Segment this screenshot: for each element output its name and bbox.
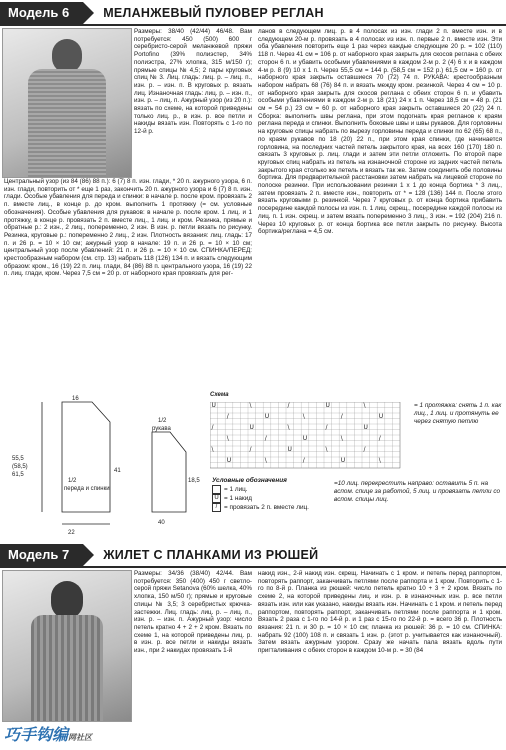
chart-symbol: \ xyxy=(363,402,366,409)
chart-symbol: \ xyxy=(264,457,267,464)
chart-symbol: U xyxy=(302,435,308,442)
chart-symbol: U xyxy=(249,424,254,431)
chart-symbol: U xyxy=(211,402,216,409)
chart-symbol: \ xyxy=(340,435,343,442)
chart-symbol: / xyxy=(325,424,328,431)
chart-symbol: / xyxy=(378,435,381,442)
dim-bottom: 22 xyxy=(68,530,75,536)
chart-symbol: U xyxy=(264,413,270,420)
model6-tag: Модель 6 xyxy=(0,2,83,24)
model6-photo xyxy=(2,28,132,178)
model7-photo xyxy=(2,570,132,722)
dim-top: 16 xyxy=(72,396,79,402)
legend-bottom: =10 лиц. перекрестить направо: оставить 5 п. на вспом. спице за работой, 5 лиц. и провязать петли со вспом. спицы лиц. xyxy=(334,480,501,503)
model7-materials-text: Размеры: 34/36 (38/40) 42/44. Вам потребуется: 350 (400) 450 г светло-серой пряжи Setanova (60% шелка, 40% хлопка, 150 м/50 г); прямые и круговые спицы № 3,5; 3 серебристых крючка-застежки. Лиц. гладь: лиц. р. – лиц. п., изн. р. – изн. п. Ажурный узор: число петель кратно 4 + 2 + 2 кром. Вязать по схеме 1, на которой приведены лиц. р. в изн. р. все петли и накиды вязать изн., при 2 накидах провязать 1-й xyxy=(134,570,252,655)
site-logo xyxy=(4,722,92,745)
label-front-back: переда и спинки xyxy=(64,486,110,492)
chart-symbol: / xyxy=(287,402,290,409)
legend-title: Условные обозначения xyxy=(212,477,287,484)
model6-assembly-text: ланов в следующем лиц. р. в 4 полосах из изн. глади 2 п. вместе изн. и в следующем 20-м р. провязать в 4 полосах из изн. п. первые 2 п. вместе изн. Эти оба убавления повторить еще 1 раз через каждые следующие 20 р. = 102 (110) 118 п. Через 41 см = 106 р. от наборного края закрыть для скосов реглана с обеих сторон 6 п. и убавить особыми убавлениями в каждом 2-м р. 2 (4) 6 х и в каждом 4-м р. 8 (9) 10 х 1 п. Через 55,5 см = 144 р. (58,5 см = 152 р.) 61,5 см = 160 р. от наборного края закрыть оставшиеся 70 (72) 74 п. РУКАВА: крестообразным набором набрать 68 (76) 84 п. и вязать между кром. резинкой. Через 4 см = 10 р. от наборного края закрыть для скосов реглана с обеих сторон 6 п. и убавить особыми убавлениями в каждом 2-м р. 18 (21) 24 х 1 п. Через 18,5 см = 48 р. (21 см = 54 р.) 23 см = 60 р. от наборного края закрыть оставшиеся 20 (22) 24 п. Сборка: выполнить швы реглана, при этом подогнать края регланов к краям реглана переда и спинки. Выполнить боковые швы и швы рукавов. Для горловины на круговые спицы набрать по вырезу горловины переда и спинки по 62 (65) 68 п., по краям рукавов по 18 (20) 22 п., при этом края спинки, где начинается горловина, на последних частей петель закрытого края, на всех 160 (170) 180 п. связать 3 круговых р. лиц. глади и затем эти петли отложить. По второй паре круговых спиц набрать из петель на изнаночной стороне из задних частей петель закрытого края столько же петель и вязать так же. Затем соединить обе половины бортика. Для предварительной расстановки затем набрать на лицевой стороне по полоске резинки. При использовании резинки 1 х 1 до конца бортика * 3 лиц., затем провязать 2 п. вместе изн., повторить от * = 128 (136) 144 п. После этого вязать круговыми р. резинкой. Через 7 круговых р. от конца бортика прибавить посередине каждой полосы из изн. п. 1 лиц. скрещ., посередине каждой полосы из лиц. п. 1 изн. скрещ. и затем вязать попеременно 3 лиц., 3 изн. = 192 (204) 216 п. Через 10 круговых р. от конца бортика все петли закрыть по рисунку. Высота бортика/реглана = 4,5 см. xyxy=(258,28,502,236)
chart-symbol: \ xyxy=(249,402,252,409)
dim-41: 41 xyxy=(114,468,121,474)
chart-symbol: / xyxy=(363,446,366,453)
model7-title: ЖИЛЕТ С ПЛАНКАМИ ИЗ РЮШЕЙ xyxy=(103,548,319,562)
chart-symbol: U xyxy=(287,446,292,453)
chart-symbol: / xyxy=(226,413,229,420)
chart-symbol: / xyxy=(249,446,252,453)
chart-symbol: / xyxy=(264,435,267,442)
chart-symbol: U xyxy=(226,457,232,464)
chart-symbol: \ xyxy=(287,424,290,431)
dim-sleeve-bottom: 40 xyxy=(158,520,165,526)
label-half-sleeve: 1/2 xyxy=(158,418,167,424)
model6-instructions-text: Центральный узор (из 84 (86) 88 п.): 6 (7) 8 п. изн. глади, * 20 п. ажурного узора, 6 п. изн. глади, повторить от * еще 1 раз, закончить 20 п. ажурного узора и 6 (7) 8 п. изн. глади. Особые убавления для переда и спинки: в начале р. после кром. провязать 2 п. вместе лиц., в конце р. до кром. выполнить 1 протяжку (= см. условные обозначения). Особые убавления для рукавов: в начале р. после кром. 1 лиц. и 1 протяжку, в конце р. провязать 2 п. вместе лиц., 1 лиц. и кром. Резинка, прямые и обратные р.: 2 изн., 2 лиц., попеременно, 2 изн. В изн. р. петли вязать по рисунку. Резинка, круговые р.: попеременно 2 лиц., 2 изн. Плотность вязания: лиц. гладь: 17 п. и 26 р. = 10 × 10 см; ажурный узор в начале: 19 п. и 26 р. = 10 × 10 см; центральный узор после убавлений: 21 п. и 26 р. = 10 × 10 см. СПИНКА/ПЕРЕД: крестообразным набором (см. стр. 13) набрать 118 (126) 134 п. и вязать следующим образом: кром., 16 (19) 22 п. лиц. глади, 84 (86) 88 п. центрального узора, 16 (19) 22 п. лиц. глади, кром. Через 7,5 см = 20 р. от наборного края провязать для рег- xyxy=(4,178,252,278)
chart-symbol: \ xyxy=(378,457,381,464)
schema-label: Схема xyxy=(210,392,229,398)
model7-instructions-text: накид изн., 2-й накид изн. скрещ. Начинать с 1 кром. и петель перед раппортом, повторять раппорт, заканчивать петлями после раппорта и 1 кром. Повторить с 1-го по 8-й р. Планка из рюшей: число петель кратно 10 + 3 + 2 кром. Вязать по схеме 2, на которой приведены лиц. и изн. р. в изнаночных изн. р. все петли вязать изн. или как указано, накиды вязать изн. Начинать с 1 кром. и петель перед раппортом, повторять раппорт, заканчивать петлями после раппорта и 1 кром. Вязать 2 раза с 1-го по 14-й р. и 1 раз с 15-го по 22-й р. = всего 36 р. Плотность вязания: 21 п. и 30 р. = 10 × 10 см; планка из рюшей: 36 р. = 10 см. СПИНКА: набрать 92 (100) 108 п. и связать 1 изн. р. (этот р. учитывается как изнаночный). Затем вязать ажурным узором. Сразу же начать пала вязать вдоль пути пригталивания с обеих сторон в каждом 10-м р. = 30 (84 xyxy=(258,570,502,655)
stitch-chart xyxy=(210,402,410,472)
chart-symbol: / xyxy=(302,457,305,464)
chart-symbol: U xyxy=(363,424,368,431)
chart-symbol: U xyxy=(325,402,330,409)
label-half: 1/2 xyxy=(68,478,77,484)
label-sleeve: рукава xyxy=(152,426,171,432)
chart-symbol: \ xyxy=(211,446,214,453)
chart-symbol: \ xyxy=(226,435,229,442)
garment-schematic xyxy=(2,392,207,542)
dim-sleeve: 18,5 xyxy=(188,478,200,484)
legend-knit: = 1 лиц. xyxy=(212,485,332,494)
chart-symbol: \ xyxy=(302,413,305,420)
model6-title: МЕЛАНЖЕВЫЙ ПУЛОВЕР РЕГЛАН xyxy=(103,6,324,20)
model6-materials-text: Размеры: 38/40 (42/44) 46/48. Вам потребуется: 450 (500) 600 г серебристо-серой меланжевой пряжи Portofino (39% полиэстер, 34% полиэстра, 27% хлопка, 315 м/150 г); прямые спицы № 4,5; 2 пары круговых спиц № 3. Лиц. гладь: лиц. р. – лиц. п., изн. р. – изн. п. В круговых р. вязать лиц. Изнаночная гладь: лиц. р. – изн. п., изн. р. – лиц. п. Ажурный узор (из 20 п.): вязать по схеме, на которой приведены только лиц. р., в изн. р. все петли и накиды вязать изн. Повторять с 1-го по 12-й р. xyxy=(134,28,252,136)
chart-symbol: U xyxy=(378,413,384,420)
chart-symbol: \ xyxy=(325,446,328,453)
dim-height-1: 55,5 xyxy=(12,456,24,462)
chart-symbol: U xyxy=(340,457,346,464)
dim-height-2: (58,5) xyxy=(12,464,28,470)
logo-sub: 网社区 xyxy=(68,732,93,742)
legend xyxy=(212,476,332,513)
model7-header xyxy=(0,544,506,568)
legend-k2tog: / = провязать 2 п. вместе лиц. xyxy=(212,503,332,512)
chart-symbol: / xyxy=(340,413,343,420)
model6-header xyxy=(0,2,506,26)
chart-symbol: / xyxy=(211,424,214,431)
model7-tag: Модель 7 xyxy=(0,544,83,566)
legend-right: = 1 протяжка: снять 1 п. как лиц., 1 лиц. и протянуть ее через снятую петлю xyxy=(414,402,502,425)
legend-yo: U = 1 накид xyxy=(212,494,332,503)
logo-text: 巧手钩编 xyxy=(4,725,69,744)
dim-height-3: 61,5 xyxy=(12,472,24,478)
